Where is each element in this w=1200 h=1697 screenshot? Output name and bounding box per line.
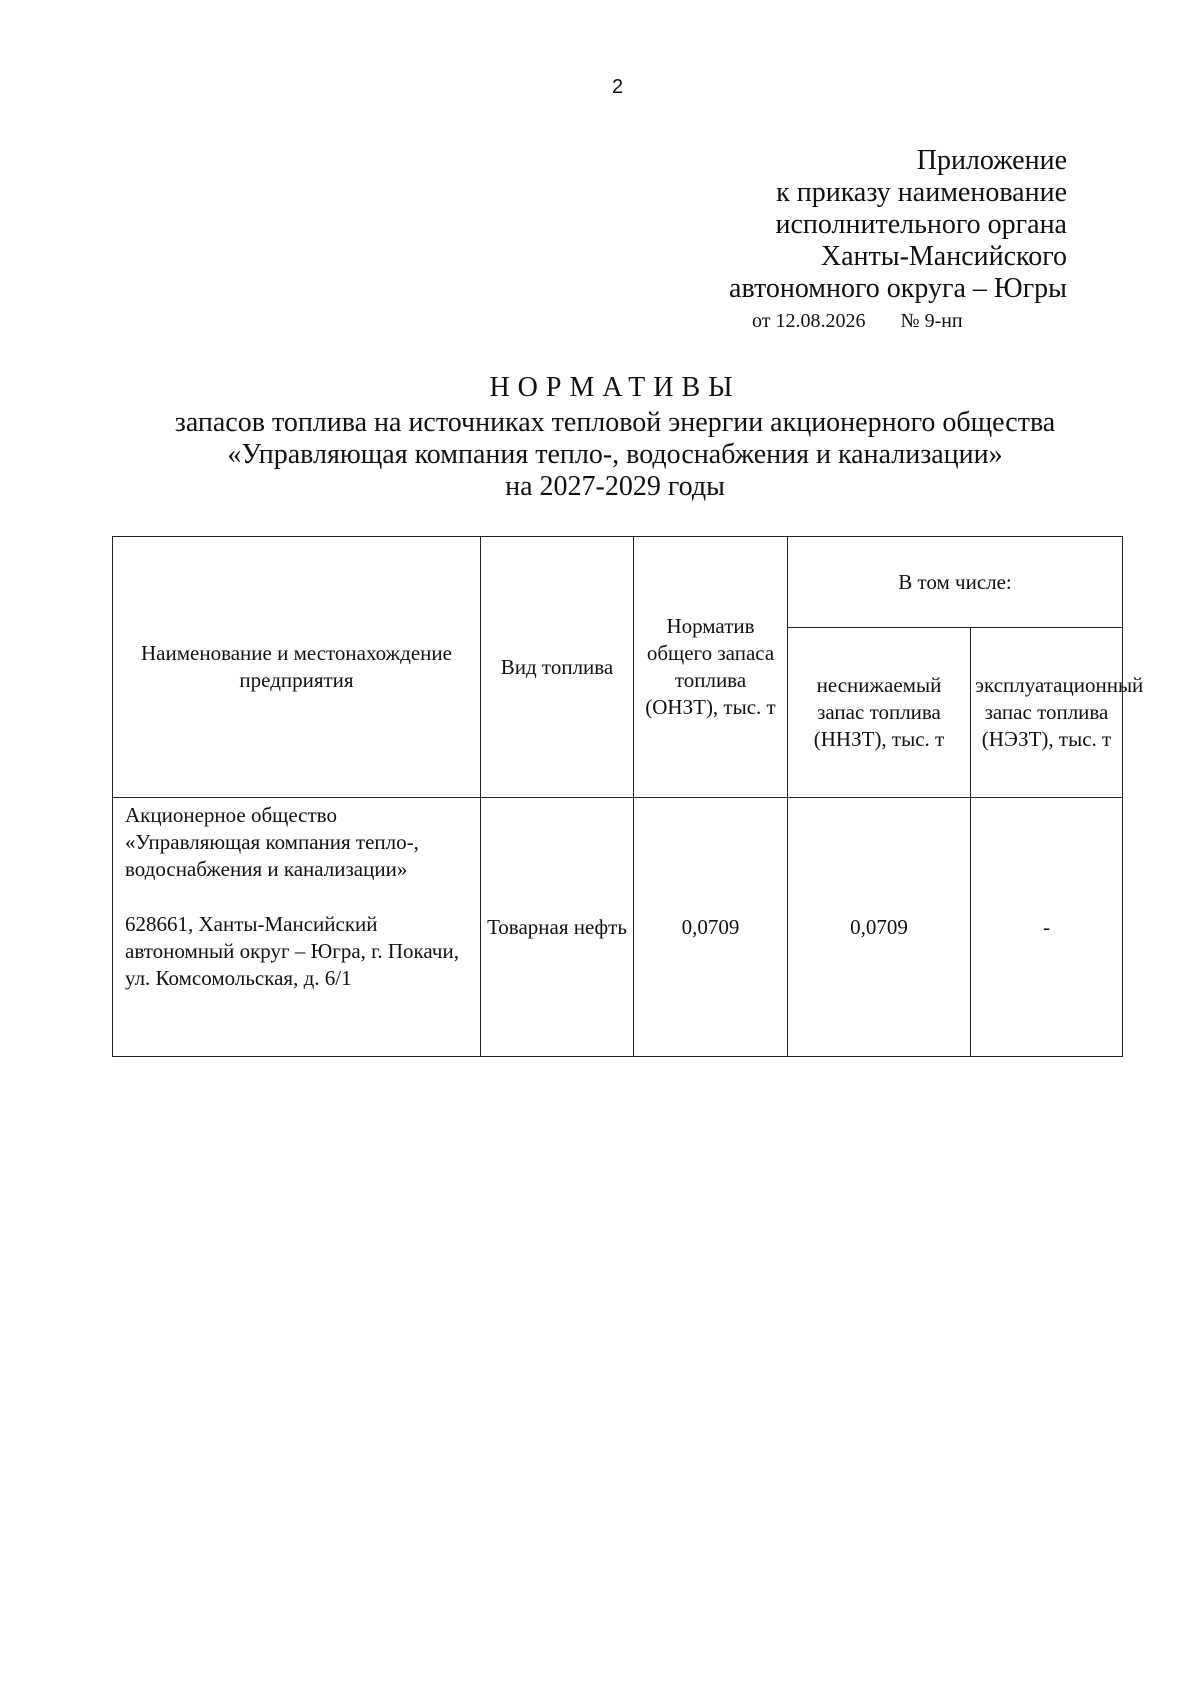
document-subtitle: запасов топлива на источниках тепловой энергии акционерного общества (174, 407, 1056, 438)
appendix-block (647, 145, 1067, 305)
page-number: 2 (611, 76, 624, 98)
header-total-reserve: Норматив общего запаса топлива (ОНЗТ), тыс. т (634, 537, 788, 798)
document-title: НОРМАТИВЫ (489, 372, 741, 403)
appendix-line: Приложение (916, 145, 1067, 176)
table-row (113, 798, 1123, 1057)
cell-total-reserve: 0,0709 (634, 798, 788, 1057)
company-address: 628661, Ханты-Мансийский автономный округ – Югра, г. Покачи, ул. Комсомольская, д. 6/1 (125, 912, 459, 990)
company-name: Акционерное общество «Управляющая компания тепло-, водоснабжения и канализации» (125, 803, 419, 881)
cell-nnzt: 0,0709 (788, 798, 971, 1057)
order-date: от 12.08.2026 (752, 310, 866, 332)
header-nnzt: неснижаемый запас топлива (ННЗТ), тыс. т (788, 628, 971, 798)
appendix-line: к приказу наименование (776, 177, 1067, 208)
header-including: В том числе: (788, 537, 1123, 628)
order-number: № 9-нп (900, 310, 963, 332)
cell-company (113, 798, 481, 1057)
cell-nezt: - (971, 798, 1123, 1057)
appendix-line: исполнительного органа (775, 209, 1067, 240)
document-subtitle-period: на 2027-2029 годы (505, 471, 725, 502)
appendix-line: автономного округа – Югры (729, 273, 1067, 304)
fuel-reserve-table (112, 536, 1144, 1057)
document-subtitle-company: «Управляющая компания тепло-, водоснабжения и канализации» (227, 439, 1003, 470)
header-nezt: эксплуатационный запас топлива (НЭЗТ), тыс. т (971, 628, 1123, 798)
order-reference (752, 309, 963, 333)
header-name-location: Наименование и местонахождение предприятия (113, 537, 481, 798)
cell-fuel-type: Товарная нефть (481, 798, 634, 1057)
appendix-line: Ханты-Мансийского (820, 241, 1067, 272)
header-fuel-type: Вид топлива (481, 537, 634, 798)
